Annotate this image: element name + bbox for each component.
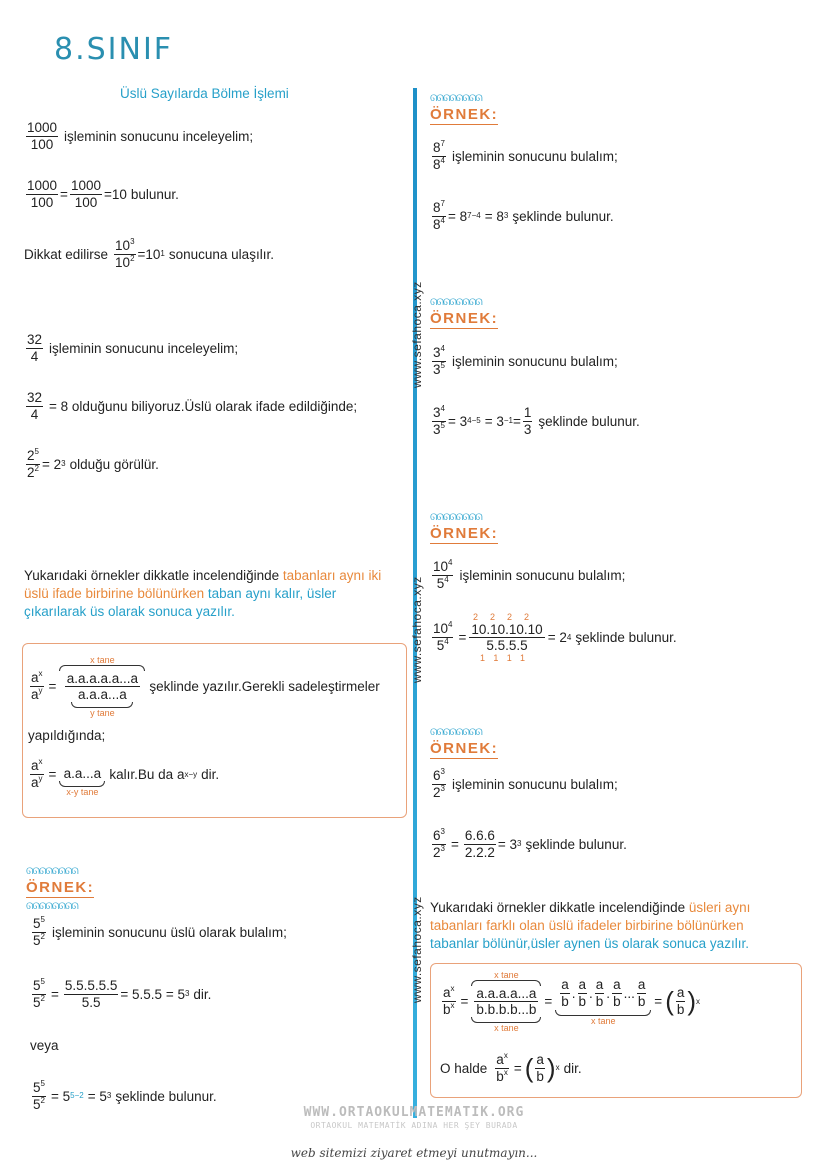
ornek-swirl: ᘏᘏᘏᘏᘏᘏᘏᘏ	[430, 512, 482, 522]
right-box-result: O halde $\frac{a^x}{b^x}$ = ( a b ) x dir.	[440, 1051, 582, 1084]
ex1-equation: $\frac{1000}{100}$ = $\frac{1000}{100}$ =10 bulunur.	[27, 178, 179, 210]
r2-solution: $\frac{3^4}{3^5}$ = 3 4−5 = 3 −1 = $\frac{1}{3}$ şeklinde bulunur.	[433, 404, 640, 437]
ornek-label: ÖRNEK:	[430, 310, 499, 327]
ex1-dikkat: Dikkat edilirse $\frac{10^3}{10^2}$ =10 1 sonucuna ulaşılır.	[24, 237, 274, 270]
r2-intro: $3^4$ $3^5$ işleminin sonucunu bulalım;	[433, 344, 618, 377]
ex1-intro: 1000 100 işleminin sonucunu inceleyelim;	[27, 120, 254, 152]
ornek-label: ÖRNEK:	[430, 740, 499, 757]
footer-slogan: ORTAOKUL MATEMATİK ADINA HER ŞEY BURADA	[310, 1121, 518, 1130]
ornek-label: ÖRNEK:	[430, 525, 499, 542]
ornek-label: ÖRNEK:	[26, 879, 95, 896]
r4-solution: $\frac{6^3}{2^3}$ = $\frac{6.6.6}{2.2.2}$ = 3 3 şeklinde bulunur.	[433, 827, 627, 860]
ornek-swirl: ᘏᘏᘏᘏᘏᘏᘏᘏ	[430, 93, 482, 103]
r1-solution: $\frac{8^7}{8^4}$ = 8 7−4 = 8 3 şeklinde bulunur.	[433, 199, 614, 232]
left-box-text2: yapıldığında;	[28, 728, 106, 743]
r4-intro: $6^3$ $2^3$ işleminin sonucunu bulalım;	[433, 767, 618, 800]
ex2-line2: $\frac{32}{4}$ = 8 olduğunu biliyoruz.Üslü olarak ifade edildiğinde;	[27, 390, 358, 422]
grade-title: 8.SINIF	[54, 32, 174, 67]
ex2-line3: $\frac{2^5}{2^2}$ = 2 3 olduğu görülür.	[27, 447, 159, 480]
ex3-veya: veya	[30, 1038, 59, 1053]
ornek-swirl: ᘏᘏᘏᘏᘏᘏᘏᘏ	[26, 866, 78, 876]
r3-intro: $10^4$ $5^4$ işleminin sonucunu bulalım;	[433, 558, 626, 591]
ornek-swirl: ᘏᘏᘏᘏᘏᘏᘏᘏ	[430, 727, 482, 737]
footer-note: web sitemizi ziyaret etmeyi unutmayın...	[290, 1146, 538, 1160]
right-box-formula: $\frac{a^x}{b^x}$ = x tane a.a.a.a...a b.b.b.b...b x tane = a b . a b . a b . a b ... a b x tane = ( a b ) x	[443, 970, 701, 1033]
watermark-text: www.sefahoca.xyz	[410, 896, 424, 1003]
watermark-text: www.sefahoca.xyz	[410, 576, 424, 683]
left-box-result: $\frac{a^x}{a^y}$ = a.a...a x-y tane kalır.Bu da a x−y dir.	[31, 757, 220, 797]
ex3-line3: $\frac{5^5}{5^2}$ = 5 5−2 = 5 3 şeklinde bulunur.	[33, 1079, 217, 1112]
left-rule-text: Yukarıdaki örnekler dikkatle incelendiğinde tabanları aynı iki üslü ifade birbirine bölünürken taban aynı kalır, üsler çıkarılarak üs olarak sonuca yazılır.	[24, 568, 382, 620]
watermark-text: www.sefahoca.xyz	[410, 281, 424, 388]
r3-solution: $\frac{10^4}{5^4}$ = 2222 10.10.10.10 5.5.5.5 1111 = 2 4 şeklinde bulunur.	[433, 612, 677, 663]
ornek-label: ÖRNEK:	[430, 106, 499, 123]
ex2-intro: 32 4 işleminin sonucunu inceleyelim;	[27, 332, 239, 364]
ex3-line2: $\frac{5^5}{5^2}$ = $\frac{5.5.5.5.5}{5.5}$ = 5.5.5 = 5 3 dir.	[33, 977, 212, 1010]
ornek-swirl: ᘏᘏᘏᘏᘏᘏᘏᘏ	[26, 901, 78, 911]
footer-site: WWW.ORTAOKULMATEMATIK.ORG	[303, 1105, 525, 1120]
right-rule-text: Yukarıdaki örnekler dikkatle incelendiğinde üsleri aynı tabanları farklı olan üslü ifadeler birbirine bölünürken tabanlar bölünür,üsler aynen üs olarak sonuca yazılır.	[430, 900, 751, 952]
ex3-intro: $5^5$ $5^2$ işleminin sonucunu üslü olarak bulalım;	[33, 915, 287, 948]
ornek-swirl: ᘏᘏᘏᘏᘏᘏᘏᘏ	[430, 297, 482, 307]
left-box-formula: $\frac{a^x}{a^y}$ = x tane a.a.a.a.a...a a.a.a...a y tane şeklinde yazılır.Gerekli sadeleştirmeler	[31, 655, 380, 718]
r1-intro: $8^7$ $8^4$ işleminin sonucunu bulalım;	[433, 139, 618, 172]
page-subtitle: Üslü Sayılarda Bölme İşlemi	[120, 86, 289, 101]
